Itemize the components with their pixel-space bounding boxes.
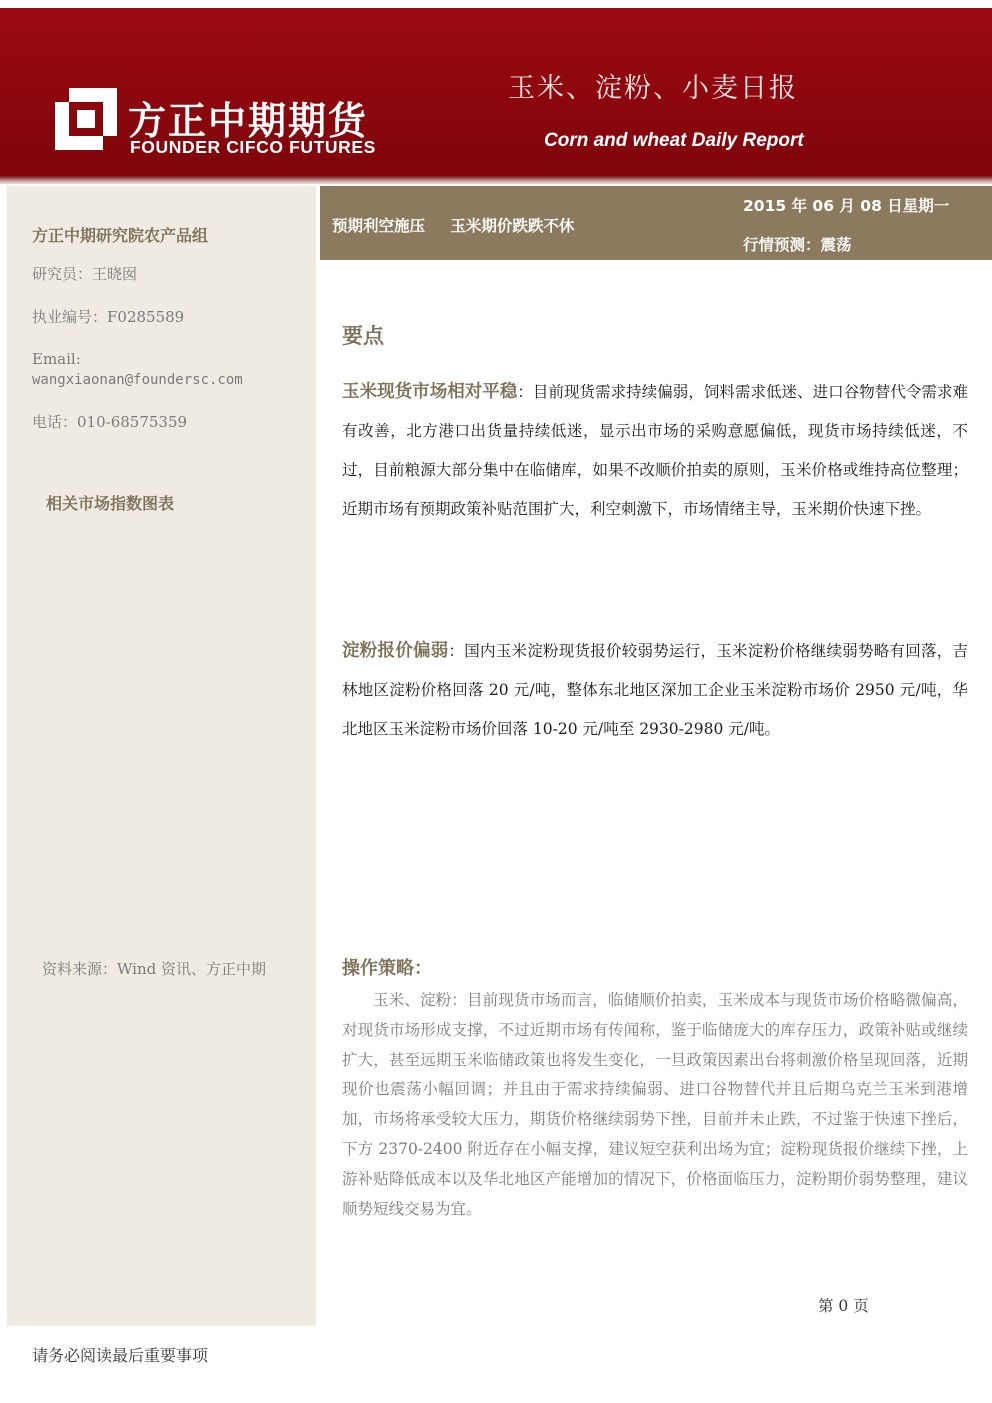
email-address[interactable]: wangxiaonan@foundersc.com (32, 372, 243, 388)
headline-bar (320, 186, 992, 260)
paragraph-corn-spot (342, 373, 968, 529)
report-date: 2015 年 06 月 08 日星期一 (743, 197, 950, 215)
section-title-key-points: 要点 (342, 324, 384, 348)
paragraph-corn-spot-body: ：目前现货需求持续偏弱，饲料需求低迷、进口谷物替代令需求难有改善，北方港口出货量持续低迷，显示出市场的采购意愿偏低，现货市场持续低迷，不过，目前粮源大部分集中在临储库，如果不改顺价拍卖的原则，玉米价格或维持高位整理；近期市场有预期政策补贴范围扩大，利空刺激下，市场情绪主导，玉米期价快速下挫。 (342, 383, 968, 518)
data-source: 资料来源：Wind 资讯、方正中期 (42, 960, 266, 978)
related-charts-heading: 相关市场指数图表 (46, 494, 175, 513)
headline-subtitle: 预期利空施压 玉米期价跌跌不休 (332, 217, 575, 235)
header-banner (0, 8, 992, 176)
founder-square-logo-icon (55, 88, 117, 150)
researcher-name: 研究员：王晓囡 (32, 265, 138, 283)
page-number: 第 0 页 (818, 1297, 869, 1315)
license-number: 执业编号：F0285589 (32, 308, 185, 326)
paragraph-corn-spot-lead: 玉米现货市场相对平稳 (342, 382, 518, 402)
paragraph-starch-body: ：国内玉米淀粉现货报价较弱势运行，玉米淀粉价格继续弱势略有回落，吉林地区淀粉价格回落 20 元/吨，整体东北地区深加工企业玉米淀粉市场价 2950 元/吨，华北地区玉米淀粉市场价回落 10-20 元/吨至 2930-2980 元/吨。 (342, 642, 968, 738)
report-title-en: Corn and wheat Daily Report (544, 130, 804, 151)
email-label: Email: (32, 350, 81, 368)
header-divider (0, 176, 992, 184)
disclaimer-notice: 请务必阅读最后重要事项 (32, 1346, 209, 1365)
report-title-cn: 玉米、淀粉、小麦日报 (508, 73, 798, 104)
phone-number: 电话：010-68575359 (32, 413, 188, 431)
company-name-cn: 方正中期期货 (128, 99, 369, 143)
research-group: 方正中期研究院农产品组 (32, 226, 209, 245)
company-name-en: FOUNDER CIFCO FUTURES (130, 137, 376, 157)
paragraph-starch-lead: 淀粉报价偏弱 (342, 641, 449, 661)
market-forecast: 行情预测：震荡 (743, 236, 852, 254)
strategy-body: 玉米、淀粉：目前现货市场而言，临储顺价拍卖，玉米成本与现货市场价格略微偏高，对现货市场形成支撑，不过近期市场有传闻称，鉴于临储庞大的库存压力，政策补贴或继续扩大，甚至远期玉米临储政策也将发生变化，一旦政策因素出台将刺激价格呈现回落，近期现价也震荡小幅回调；并且由于需求持续偏弱、进口谷物替代并且后期乌克兰玉米到港增加，市场将承受较大压力，期货价格继续弱势下挫，目前并未止跌，不过鉴于快速下挫后，下方 2370-2400 附近存在小幅支撑，建议短空获利出场为宜；淀粉现货报价继续下挫，上游补贴降低成本以及华北地区产能增加的情况下，价格面临压力，淀粉期价弱势整理，建议顺势短线交易为宜。 (342, 991, 968, 1218)
strategy-title: 操作策略： (342, 958, 432, 979)
paragraph-starch (342, 632, 968, 749)
